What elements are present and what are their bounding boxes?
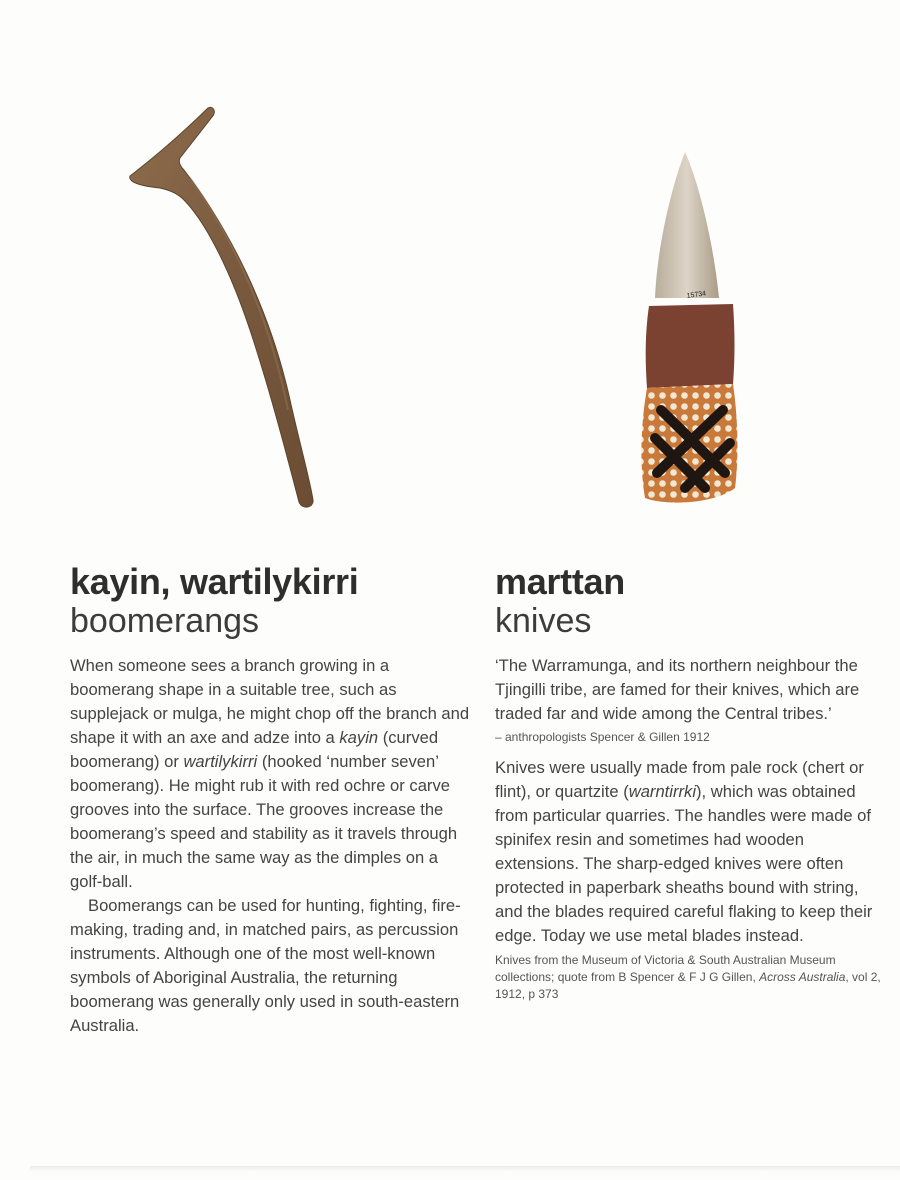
boomerang-subtitle: boomerangs [70,602,260,640]
boomerang-paragraph-2: Boomerangs can be used for hunting, fighting, fire-making, trading and, in matched pairs, as percussion instruments. Although one of the most well-known symbols of Aboriginal Australia, the returning boomerang was generally only used in south-eastern Australia. [70,896,461,1035]
term-kayin: kayin [339,728,379,747]
boomerang-title: kayin, wartilykirri [70,561,359,602]
museum-catalogue-label: 15734 [686,290,707,300]
boomerang-paragraph-1 [70,654,470,894]
knife-title: marttan [495,561,625,602]
knife-quote: ‘The Warramunga, and its northern neighbour the Tjingilli tribe, are famed for their knives, which are traded far and wide among the Central tribes.’ [495,656,860,723]
book-title: Across Australia [759,970,846,984]
boomerang-image [120,100,330,515]
text-run: Knives from the Museum of Victoria & South Australian Museum collections; quote from B Spencer & F J G Gillen, [495,953,836,984]
text-run: , vol 2, 1912, p 373 [495,970,881,1001]
text-run: When someone sees a branch growing in a boomerang shape in a suitable tree, such as supplejack or mulga, he might chop off the branch and shape it with an axe and adze into a [70,656,470,747]
boomerang-section [70,562,470,1038]
text-run: (curved boomerang) or [70,728,439,771]
text-run: (hooked ‘number seven’ boomerang). He might rub it with red ochre or carve grooves into the surface. The grooves increase the boomerang’s speed and stability as it travels through the air, in much the same way as the dimples on a golf-ball. [70,752,458,891]
text-run: ), which was obtained from particular quarries. The handles were made of spinifex resin and sometimes had wooden extensions. The sharp-edged knives were often protected in paperbark sheaths bound with string, and the blades required careful flaking to keep their edge. Today we use metal blades instead. [495,782,873,945]
page-bottom-edge [30,1166,900,1172]
knife-section [495,562,885,1003]
term-warntirrki: warntirrki [628,782,697,801]
text-run: Knives were usually made from pale rock (chert or flint), or quartzite ( [495,758,864,801]
stone-knife-image [635,148,745,510]
knife-paragraph [495,756,885,948]
term-wartilykirri: wartilykirri [183,752,258,771]
knife-subtitle: knives [495,602,592,640]
quote-attribution: – anthropologists Spencer & Gillen 1912 [495,730,710,744]
image-credit [495,952,885,1003]
